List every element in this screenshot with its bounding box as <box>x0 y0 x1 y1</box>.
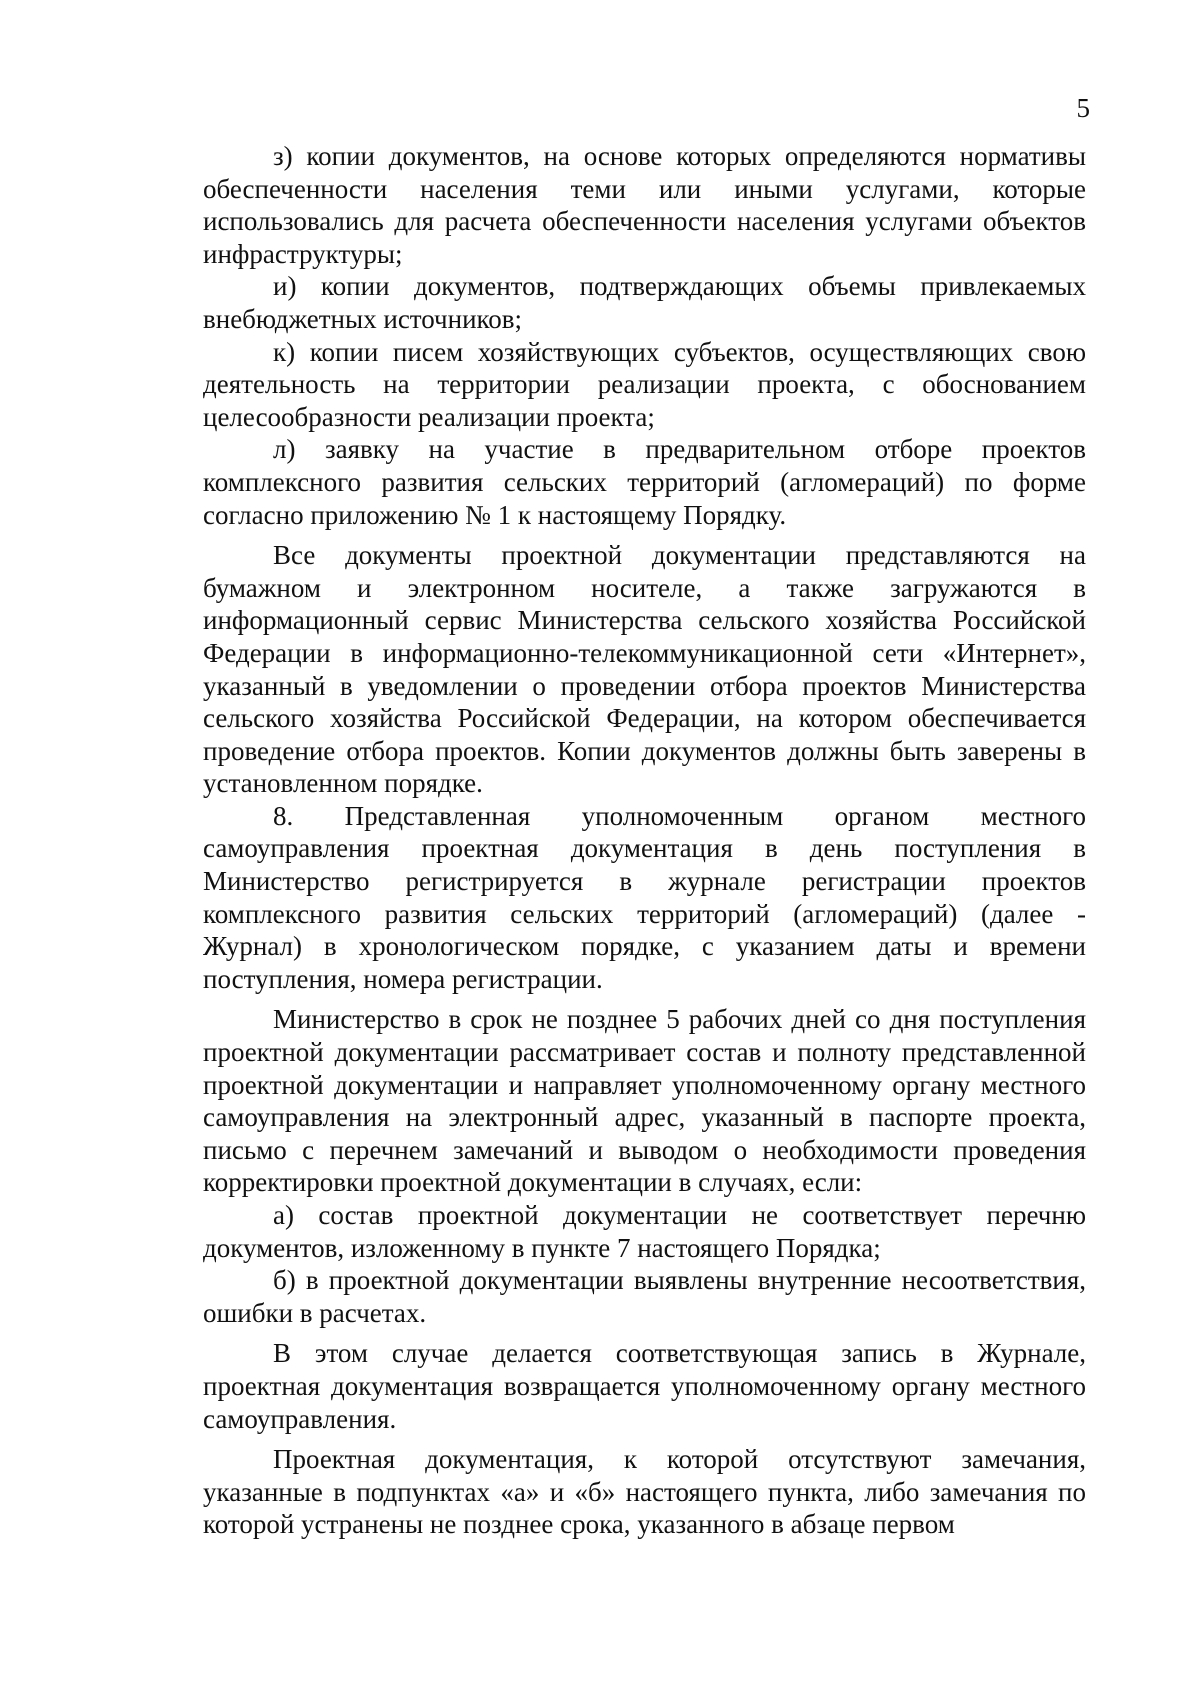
paragraph-no-remarks: Проектная документация, к которой отсутствуют замечания, указанные в подпунктах «а» и «б» настоящего пункта, либо замечания по которой устранены не позднее срока, указанного в абзаце первом <box>203 1444 1086 1540</box>
paragraph-case-a: а) состав проектной документации не соответствует перечню документов, изложенному в пункте 7 настоящего Порядка; <box>203 1200 1086 1263</box>
paragraph-item-l: л) заявку на участие в предварительном отборе проектов комплексного развития сельских территорий (агломераций) по форме согласно приложению № 1 к настоящему Порядку. <box>203 434 1086 530</box>
page-number: 5 <box>1076 93 1090 123</box>
paragraph-all-documents: Все документы проектной документации представляются на бумажном и электронном носителе, а также загружаются в информационный сервис Министерства сельского хозяйства Российской Федерации в информационно-телекоммуникационной сети «Интернет», указанный в уведомлении о проведении отбора проектов Министерства сельского хозяйства Российской Федерации, на котором обеспечивается проведение отбора проектов. Копии документов должны быть заверены в установленном порядке. <box>203 540 1086 799</box>
paragraph-clause-8: 8. Представленная уполномоченным органом местного самоуправления проектная документация в день поступления в Министерство регистрируется в журнале регистрации проектов комплексного развития сельских территорий (агломераций) (далее - Журнал) в хронологическом порядке, с указанием даты и времени поступления, номера регистрации. <box>203 800 1086 994</box>
paragraph-item-i: и) копии документов, подтверждающих объемы привлекаемых внебюджетных источников; <box>203 271 1086 334</box>
document-body <box>203 140 1086 1541</box>
paragraph-item-z: з) копии документов, на основе которых определяются нормативы обеспеченности населения теми или иными услугами, которые использовались для расчета обеспеченности населения услугами объектов инфраструктуры; <box>203 141 1086 269</box>
paragraph-ministry-review: Министерство в срок не позднее 5 рабочих дней со дня поступления проектной документации рассматривает состав и полноту представленной проектной документации и направляет уполномоченному органу местного самоуправления на электронный адрес, указанный в паспорте проекта, письмо с перечнем замечаний и выводом о необходимости проведения корректировки проектной документации в случаях, если: <box>203 1004 1086 1198</box>
paragraph-journal-entry: В этом случае делается соответствующая запись в Журнале, проектная документация возвращается уполномоченному органу местного самоуправления. <box>203 1338 1086 1434</box>
paragraph-case-b: б) в проектной документации выявлены внутренние несоответствия, ошибки в расчетах. <box>203 1265 1086 1328</box>
paragraph-item-k: к) копии писем хозяйствующих субъектов, осуществляющих свою деятельность на территории реализации проекта, с обоснованием целесообразности реализации проекта; <box>203 336 1086 432</box>
